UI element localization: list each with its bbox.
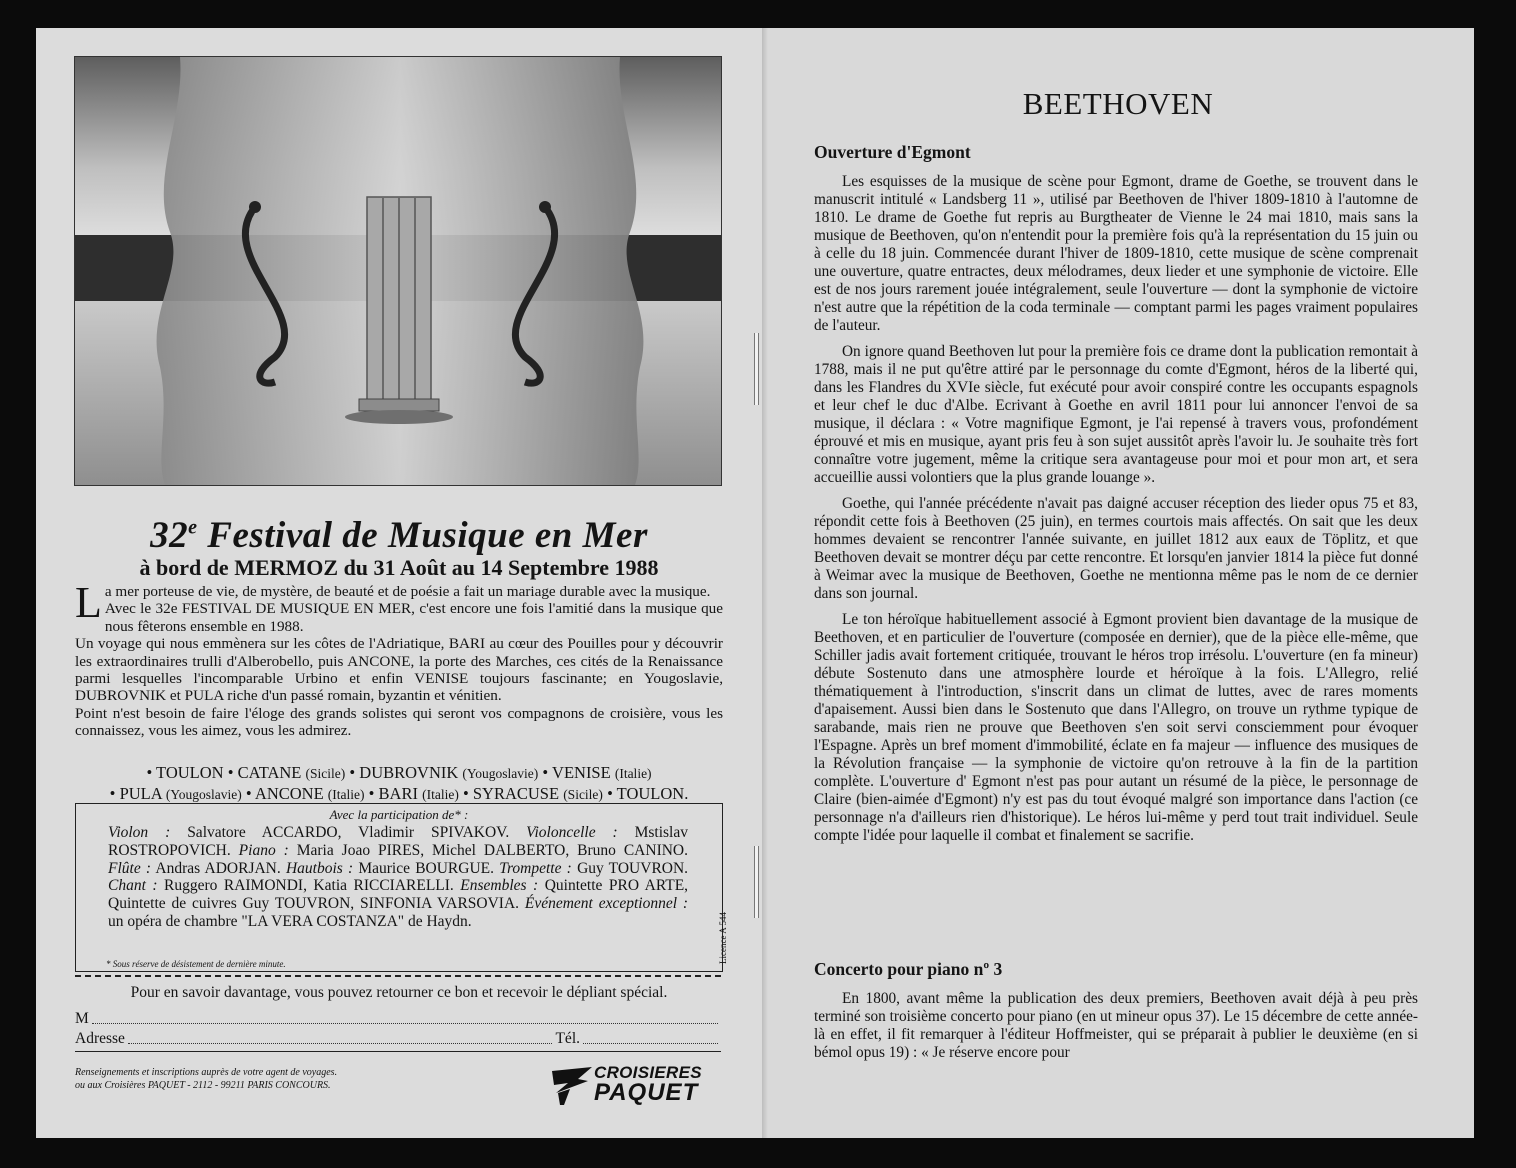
coupon-cut-line: [75, 975, 721, 977]
left-page: [36, 28, 762, 1138]
section-heading-egmont: Ouverture d'Egmont: [814, 142, 971, 162]
logo-line-2: PAQUET: [594, 1079, 699, 1106]
participants-footnote: * Sous réserve de désistement de dernière minute.: [106, 959, 286, 969]
article-paragraph: Les esquisses de la musique de scène pour Egmont, drame de Goethe, se trouvent dans le manuscrit intitulé « Landsberg 11 », utilisé par Beethoven de l'hiver 1809-1810 à l'automne de 1810. Le drame de Goethe fut repris au Burgtheater de Vienne le 24 mai 1810, mais sans la musique de Beethoven, qu'on n'entendit pour la première fois qu'à la représentation du 15 juin ou à celle du 18 juin. Commencée durant l'hiver de 1809-1810, cette musique de scène comprenait une ouverture, quatre entractes, deux mélodrames, deux lieder et une symphonie de victoire. Elle est de nos jours rarement jouée intégralement, seule l'ouverture — dont la symphonie de victoire n'est autre que la répétition de la coda terminale — comptant parmi les pages vraiment populaires de l'auteur.: [814, 173, 1418, 334]
cello-column-drawing: [75, 57, 721, 485]
festival-title: 32e Festival de Musique en Mer: [150, 515, 648, 556]
name-field[interactable]: [92, 1023, 718, 1024]
intro-paragraph-3: Un voyage qui nous emmènera sur les côtes de l'Adriatique, BARI au cœur des Pouilles pour y découvrir les extraordinaires trulli d'Alberobello, puis ANCONE, la porte des Marches, ces cités de la Renaissance parmi lesquelles l'incomparable Urbino et enfin VENISE toujours fascinante; en Yougoslavie, DUBROVNIK et PULA riche d'un passé romain, byzantin et vénitien.: [75, 635, 723, 705]
address-label: Adresse: [75, 1030, 125, 1047]
intro-paragraph-2: Avec le 32e FESTIVAL DE MUSIQUE EN MER, c'est encore une fois l'amitié dans la musique que nous fêterons ensemble en 1988.: [104, 600, 723, 635]
page-spine: [762, 28, 768, 1138]
pennant-logo-icon: [548, 1063, 596, 1107]
phone-label: Tél.: [555, 1030, 580, 1047]
agencies-line-1: Renseignements et inscriptions auprès de votre agent de voyages.: [75, 1067, 338, 1078]
right-page: [762, 28, 1474, 1138]
coupon-bottom-line: [75, 1051, 721, 1052]
logo-text: [594, 1063, 702, 1106]
article-egmont: [814, 173, 1418, 853]
article-paragraph: Le ton héroïque habituellement associé à Egmont provient bien davantage de la musique de Beethoven, et en particulier de l'ouverture (composée en dernier), que de la pièce elle-même, que Schiller jadis avait fortement critiquée, trouvant le héros trop irrésolu. L'ouverture (en fa mineur) débute Sostenuto dans une atmosphère lourde et héroïque à la fois. L'Allegro, relié thématiquement à l'introduction, s'inscrit dans un climat de luttes, avec de rares moments d'apaisement. Aussi bien dans le Sostenuto que dans l'Allegro, on trouve un rythme typique de sarabande, mais rien ne prouve que Beethoven s'en soit servi consciemment pour évoquer l'Espagne. Après un bref moment d'immobilité, éclate en fa majeur — influence des musiques de la Révolution française — la symphonie de victoire qu'on retrouve à la fin de la partition complète. L'ouverture d' Egmont n'est pas pour autant un résumé de la pièce, le personnage de Claire (bien-aimée d'Egmont) n'y est pas du tout évoqué malgré son importance dans l'action (ce personnage n'a d'ailleurs rien d'historique). Le héros lui-même y perd tout trait individuel. Seule compte l'idée pour laquelle il combat et finalement se sacrifie.: [814, 611, 1418, 844]
article-concerto: [814, 990, 1418, 1070]
coupon-invite: Pour en savoir davantage, vous pouvez retourner ce bon et recevoir le dépliant spécial.: [130, 984, 668, 1001]
licence-number: Licence A 544: [718, 912, 728, 964]
logo-line-1: CROISIERES: [594, 1063, 702, 1082]
agencies-line-2: ou aux Croisières PAQUET - 2112 - 99211 PARIS CONCOURS.: [75, 1080, 331, 1091]
address-field[interactable]: [128, 1043, 553, 1044]
article-paragraph: Goethe, qui l'année précédente n'avait pas daigné accuser réception des lieder opus 75 et 83, répondit cette fois à Beethoven (25 juin), en termes courtois mais affectés. On sait que les deux hommes devaient se rencontrer l'année suivante, en juillet 1812 aux eaux de Töplitz, et que Beethoven devait se montrer déçu par cette rencontre. Et lorsqu'en janvier 1814 la pièce fut donné à Weimar avec la musique de Beethoven, Goethe ne mentionna même pas le nom de ce dernier dans son journal.: [814, 495, 1418, 602]
intro-paragraph-4: Point n'est besoin de faire l'éloge des grands solistes qui seront vos compagnons de croisière, vous les connaissez, vous les aimez, vous les admirez.: [75, 704, 723, 740]
coupon-address-row: [75, 1030, 721, 1048]
section-heading-concerto: Concerto pour piano nº 3: [814, 959, 1003, 979]
participants-box: [75, 803, 728, 972]
staple-bottom: [754, 846, 759, 918]
article-paragraph: En 1800, avant même la publication des deux premiers, Beethoven avait déjà à peu près terminé son troisième concerto pour piano (en ut mineur opus 37). Le 15 décembre de cette année-là en effet, il fit remarquer à l'éditeur Hoffmeister, qui se préparait à publier le deuxième (en si bémol opus 19) : « Je réserve encore pour: [814, 990, 1418, 1061]
croisieres-paquet-logo: [548, 1063, 720, 1107]
intro-paragraph-1: La mer porteuse de vie, de mystère, de beauté et de poésie a fait un mariage durable avec la musique.: [75, 578, 711, 627]
name-label: M: [75, 1010, 89, 1027]
festival-subtitle: à bord de MERMOZ du 31 Août au 14 Septembre 1988: [139, 555, 659, 580]
participants-list: Violon : Salvatore ACCARDO, Vladimir SPIVAKOV. Violoncelle : Mstislav ROSTROPOVICH. Piano : Maria Joao PIRES, Michel DALBERTO, Bruno CANINO. Flûte : Andras ADORJAN. Hautbois : Maurice BOURGUE. Trompette : Guy TOUVRON. Chant : Ruggero RAIMONDI, Katia RICCIARELLI. Ensembles : Quintette PRO ARTE, Quintette de cuivres Guy TOUVRON, SINFONIA VARSOVIA. Événement exceptionnel : un opéra de chambre "LA VERA COSTANZA" de Haydn.: [108, 824, 689, 930]
cruise-route: • TOULON • CATANE (Sicile) • DUBROVNIK (Yougoslavie) • VENISE (Italie) • PULA (Yougoslavie) • ANCONE (Italie) • BARI (Italie) • SYRACUSE (Sicile) • TOULON.: [109, 763, 689, 803]
dropcap: L: [75, 578, 102, 627]
agencies-info: [75, 1066, 435, 1092]
phone-field[interactable]: [583, 1043, 718, 1044]
composer-title: BEETHOVEN: [1022, 86, 1214, 121]
participants-heading: Avec la participation de* :: [329, 807, 469, 822]
staple-top: [754, 333, 759, 405]
cello-sea-illustration: [74, 56, 722, 486]
festival-intro: [75, 578, 723, 740]
article-paragraph: On ignore quand Beethoven lut pour la première fois ce drame dont la publication remontait à 1788, mais il ne put qu'être attiré par le personnage du comte d'Egmont, héros de la liberté qui, dans les Flandres du XVIe siècle, fut exécuté pour avoir conspiré contre les occupants espagnols et leur chef le duc d'Albe. Ecrivant à Goethe en avril 1811 pour lui annoncer l'envoi de sa musique, il déclara : « Votre magnifique Egmont, je l'ai repensé à travers vous, profondément éprouvé et mis en musique, ayant pris feu à son sujet aussitôt après l'avoir lu. Je souhaite très fort connaître votre jugement, même la critique sera avantageuse pour moi et pour mon art, et sera accueillie aussi volontiers que la plus grande louange ».: [814, 343, 1418, 486]
coupon-name-row: [75, 1010, 721, 1028]
